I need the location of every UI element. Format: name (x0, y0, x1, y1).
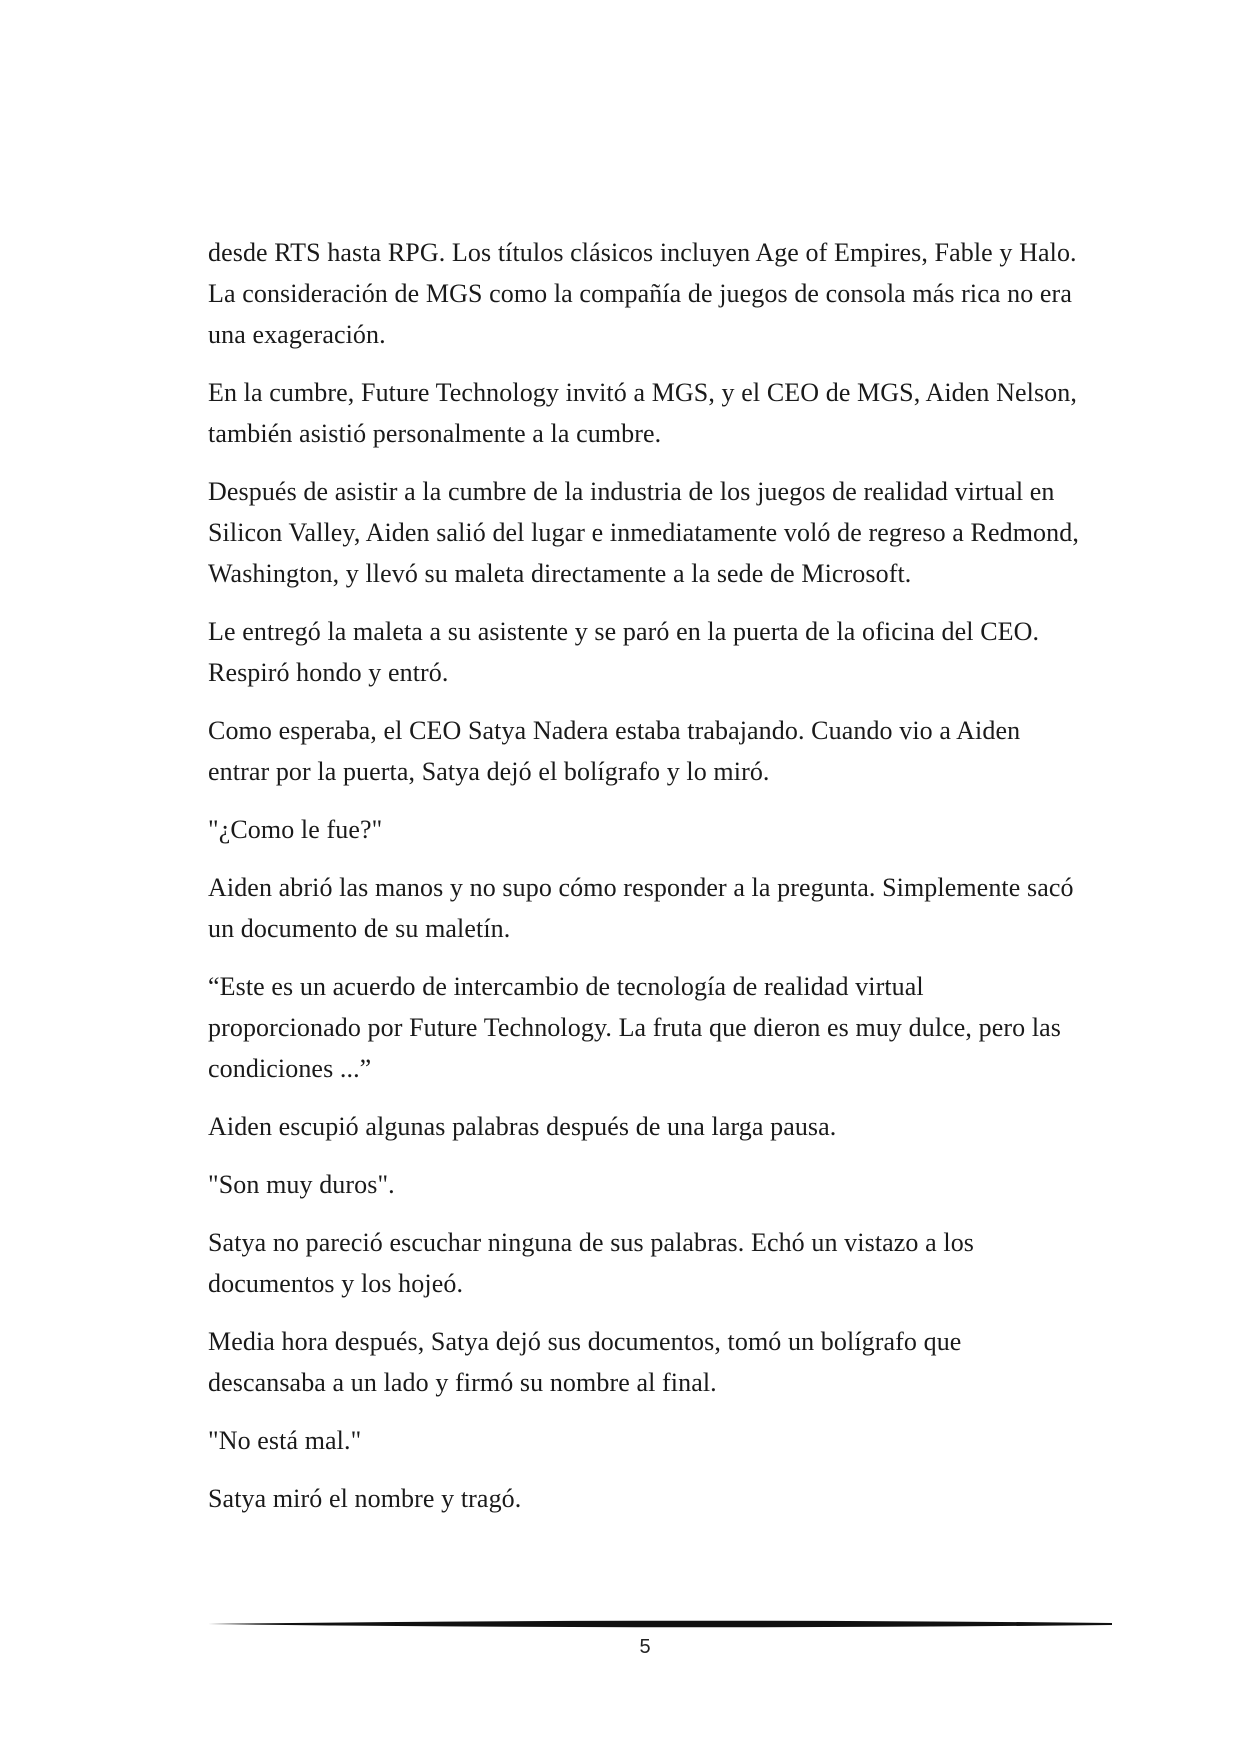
dialogue-line: “Este es un acuerdo de intercambio de tecnología de realidad virtual proporcionado por Future Technology. La fruta que dieron es muy dulce, pero las condiciones ...” (208, 972, 1062, 1083)
dialogue-line: "No está mal." (208, 1426, 362, 1455)
dialogue-line: "Son muy duros". (208, 1170, 395, 1199)
paragraph: Aiden escupió algunas palabras después de una larga pausa. (208, 1112, 837, 1141)
page-number: 5 (639, 1636, 651, 1658)
document-body (208, 232, 1083, 1536)
dialogue-line: "¿Como le fue?" (208, 815, 383, 844)
paragraph: Le entregó la maleta a su asistente y se paró en la puerta de la oficina del CEO. Respiró hondo y entró. (208, 617, 1040, 687)
paragraph: Satya no pareció escuchar ninguna de sus palabras. Echó un vistazo a los documentos y los hojeó. (208, 1228, 975, 1298)
paragraph: Aiden abrió las manos y no supo cómo responder a la pregunta. Simplemente sacó un documento de su maletín. (208, 873, 1074, 943)
paragraph: Como esperaba, el CEO Satya Nadera estaba trabajando. Cuando vio a Aiden entrar por la puerta, Satya dejó el bolígrafo y lo miró. (208, 716, 1021, 786)
footer-divider (208, 1617, 1112, 1631)
paragraph: Después de asistir a la cumbre de la industria de los juegos de realidad virtual en Silicon Valley, Aiden salió del lugar e inmediatamente voló de regreso a Redmond, Washington, y llevó su maleta directamente a la sede de Microsoft. (208, 477, 1079, 588)
paragraph: Satya miró el nombre y tragó. (208, 1484, 522, 1513)
paragraph: desde RTS hasta RPG. Los títulos clásicos incluyen Age of Empires, Fable y Halo. La consideración de MGS como la compañía de juegos de consola más rica no era una exageración. (208, 238, 1077, 349)
paragraph: En la cumbre, Future Technology invitó a MGS, y el CEO de MGS, Aiden Nelson, también asistió personalmente a la cumbre. (208, 378, 1077, 448)
paragraph: Media hora después, Satya dejó sus documentos, tomó un bolígrafo que descansaba a un lado y firmó su nombre al final. (208, 1327, 962, 1397)
